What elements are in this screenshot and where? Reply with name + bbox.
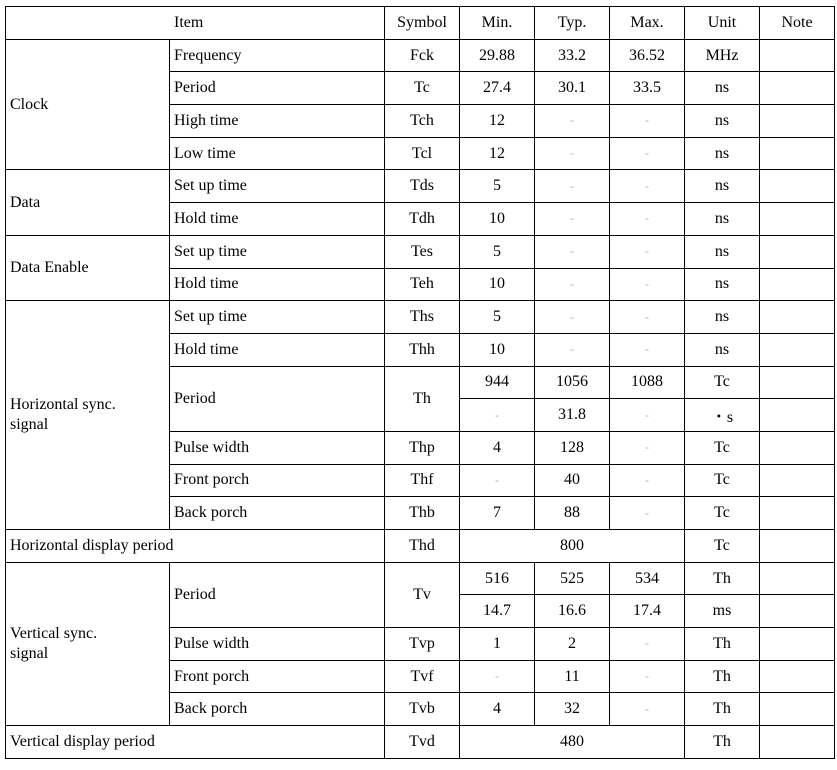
row-label: Back porch — [170, 693, 385, 726]
cell-note — [760, 660, 835, 693]
cell-note — [760, 726, 835, 759]
cell-unit: Tc — [685, 366, 760, 399]
cell-typ-dash: - — [535, 333, 610, 366]
cell-typ: 40 — [535, 464, 610, 497]
row-label: Pulse width — [170, 628, 385, 661]
cell-note — [760, 268, 835, 301]
cell-typ-dash: - — [535, 105, 610, 138]
cell-max-dash: - — [610, 399, 685, 432]
cell-note — [760, 203, 835, 236]
cell-note — [760, 693, 835, 726]
cell-typ: 16.6 — [535, 595, 610, 628]
header-item: Item — [6, 7, 385, 40]
cell-unit: Th — [685, 726, 760, 759]
row-label: Hold time — [170, 268, 385, 301]
header-symbol: Symbol — [385, 7, 460, 40]
row-label: Set up time — [170, 235, 385, 268]
cell-note — [760, 497, 835, 530]
cell-typ: 32 — [535, 693, 610, 726]
cell-unit: Tc — [685, 464, 760, 497]
cell-max: 1088 — [610, 366, 685, 399]
cell-symbol: Tvf — [385, 660, 460, 693]
cell-max: 33.5 — [610, 72, 685, 105]
header-row — [6, 7, 835, 40]
cell-max: 36.52 — [610, 39, 685, 72]
cell-min: 7 — [460, 497, 535, 530]
cell-symbol: Teh — [385, 268, 460, 301]
row-label: Set up time — [170, 170, 385, 203]
cell-note — [760, 105, 835, 138]
cell-symbol: Tds — [385, 170, 460, 203]
cell-symbol: Tdh — [385, 203, 460, 236]
cell-min: 4 — [460, 431, 535, 464]
cell-min: 4 — [460, 693, 535, 726]
cell-typ-dash: - — [535, 137, 610, 170]
cell-unit: ns — [685, 170, 760, 203]
cell-note — [760, 333, 835, 366]
group-label-line1: Vertical sync. — [10, 624, 98, 642]
cell-value: 480 — [460, 726, 685, 759]
cell-min-dash: - — [460, 660, 535, 693]
cell-unit: ・s — [685, 399, 760, 432]
group-data: Data — [6, 170, 170, 235]
cell-min-dash: - — [460, 464, 535, 497]
cell-max-dash: - — [610, 301, 685, 334]
cell-typ: 88 — [535, 497, 610, 530]
group-horizontal-sync — [6, 301, 170, 530]
table-row — [6, 530, 835, 563]
cell-typ: 31.8 — [535, 399, 610, 432]
row-label: Period — [170, 366, 385, 431]
cell-value: 800 — [460, 530, 685, 563]
cell-note — [760, 530, 835, 563]
cell-min: 5 — [460, 235, 535, 268]
cell-note — [760, 562, 835, 595]
cell-max: 534 — [610, 562, 685, 595]
cell-symbol: Tvd — [385, 726, 460, 759]
cell-max-dash: - — [610, 170, 685, 203]
row-label-vertical-display: Vertical display period — [6, 726, 385, 759]
row-label: Hold time — [170, 333, 385, 366]
cell-unit: Th — [685, 660, 760, 693]
cell-min: 5 — [460, 301, 535, 334]
header-min: Min. — [460, 7, 535, 40]
row-label: Low time — [170, 137, 385, 170]
cell-symbol: Thb — [385, 497, 460, 530]
row-label: High time — [170, 105, 385, 138]
cell-note — [760, 170, 835, 203]
cell-unit: ns — [685, 203, 760, 236]
timing-spec-table — [5, 6, 835, 759]
table-row — [6, 39, 835, 72]
table-row — [6, 301, 835, 334]
cell-symbol: Thd — [385, 530, 460, 563]
cell-unit: ns — [685, 72, 760, 105]
cell-symbol: Tv — [385, 562, 460, 627]
row-label: Frequency — [170, 39, 385, 72]
cell-unit: Th — [685, 693, 760, 726]
group-data-enable: Data Enable — [6, 235, 170, 300]
header-note: Note — [760, 7, 835, 40]
cell-note — [760, 431, 835, 464]
cell-min: 10 — [460, 203, 535, 236]
group-label-line2: signal — [10, 644, 49, 662]
cell-unit: ns — [685, 268, 760, 301]
row-label: Period — [170, 562, 385, 627]
cell-max-dash: - — [610, 105, 685, 138]
cell-typ: 128 — [535, 431, 610, 464]
cell-typ: 2 — [535, 628, 610, 661]
cell-typ-dash: - — [535, 235, 610, 268]
row-label: Hold time — [170, 203, 385, 236]
cell-typ-dash: - — [535, 170, 610, 203]
cell-max-dash: - — [610, 268, 685, 301]
header-typ: Typ. — [535, 7, 610, 40]
cell-symbol: Tch — [385, 105, 460, 138]
cell-unit: Tc — [685, 431, 760, 464]
group-vertical-sync — [6, 562, 170, 725]
row-label: Set up time — [170, 301, 385, 334]
cell-unit: Th — [685, 628, 760, 661]
cell-typ: 33.2 — [535, 39, 610, 72]
cell-typ-dash: - — [535, 301, 610, 334]
cell-min: 14.7 — [460, 595, 535, 628]
cell-typ: 1056 — [535, 366, 610, 399]
cell-unit: ns — [685, 235, 760, 268]
cell-min: 12 — [460, 137, 535, 170]
table-row — [6, 562, 835, 595]
cell-symbol: Tes — [385, 235, 460, 268]
table-row — [6, 726, 835, 759]
row-label: Front porch — [170, 660, 385, 693]
cell-note — [760, 595, 835, 628]
cell-symbol: Tc — [385, 72, 460, 105]
cell-min: 10 — [460, 333, 535, 366]
cell-unit: Tc — [685, 530, 760, 563]
cell-unit: ns — [685, 137, 760, 170]
cell-note — [760, 366, 835, 399]
cell-typ: 11 — [535, 660, 610, 693]
cell-note — [760, 628, 835, 661]
cell-max-dash: - — [610, 464, 685, 497]
cell-symbol: Thf — [385, 464, 460, 497]
cell-min: 29.88 — [460, 39, 535, 72]
cell-note — [760, 235, 835, 268]
table-row — [6, 235, 835, 268]
group-label-line1: Horizontal sync. — [10, 396, 116, 414]
cell-unit: ns — [685, 333, 760, 366]
header-max: Max. — [610, 7, 685, 40]
cell-note — [760, 137, 835, 170]
cell-note — [760, 39, 835, 72]
row-label-horizontal-display: Horizontal display period — [6, 530, 385, 563]
cell-max-dash: - — [610, 693, 685, 726]
cell-symbol: Fck — [385, 39, 460, 72]
cell-max: 17.4 — [610, 595, 685, 628]
cell-unit: ns — [685, 301, 760, 334]
cell-symbol: Thp — [385, 431, 460, 464]
cell-unit: ms — [685, 595, 760, 628]
group-label-line2: signal — [10, 416, 49, 434]
cell-symbol: Tcl — [385, 137, 460, 170]
cell-note — [760, 301, 835, 334]
cell-max-dash: - — [610, 235, 685, 268]
cell-symbol: Thh — [385, 333, 460, 366]
header-unit: Unit — [685, 7, 760, 40]
cell-min: 516 — [460, 562, 535, 595]
cell-min: 944 — [460, 366, 535, 399]
cell-typ-dash: - — [535, 268, 610, 301]
cell-unit: Tc — [685, 497, 760, 530]
cell-note — [760, 464, 835, 497]
cell-max-dash: - — [610, 660, 685, 693]
table-row — [6, 170, 835, 203]
cell-symbol: Ths — [385, 301, 460, 334]
cell-max-dash: - — [610, 203, 685, 236]
cell-min: 1 — [460, 628, 535, 661]
cell-max-dash: - — [610, 333, 685, 366]
cell-min: 5 — [460, 170, 535, 203]
cell-note — [760, 399, 835, 432]
group-clock: Clock — [6, 39, 170, 170]
cell-min-dash: - — [460, 399, 535, 432]
cell-min: 12 — [460, 105, 535, 138]
cell-max-dash: - — [610, 497, 685, 530]
cell-typ: 30.1 — [535, 72, 610, 105]
cell-max-dash: - — [610, 137, 685, 170]
cell-max-dash: - — [610, 628, 685, 661]
row-label: Pulse width — [170, 431, 385, 464]
cell-min: 27.4 — [460, 72, 535, 105]
cell-typ-dash: - — [535, 203, 610, 236]
cell-note — [760, 72, 835, 105]
row-label: Period — [170, 72, 385, 105]
cell-unit: MHz — [685, 39, 760, 72]
cell-min: 10 — [460, 268, 535, 301]
row-label: Front porch — [170, 464, 385, 497]
row-label: Back porch — [170, 497, 385, 530]
cell-unit: Th — [685, 562, 760, 595]
cell-symbol: Th — [385, 366, 460, 431]
cell-unit: ns — [685, 105, 760, 138]
cell-typ: 525 — [535, 562, 610, 595]
cell-max-dash: - — [610, 431, 685, 464]
cell-symbol: Tvb — [385, 693, 460, 726]
cell-symbol: Tvp — [385, 628, 460, 661]
